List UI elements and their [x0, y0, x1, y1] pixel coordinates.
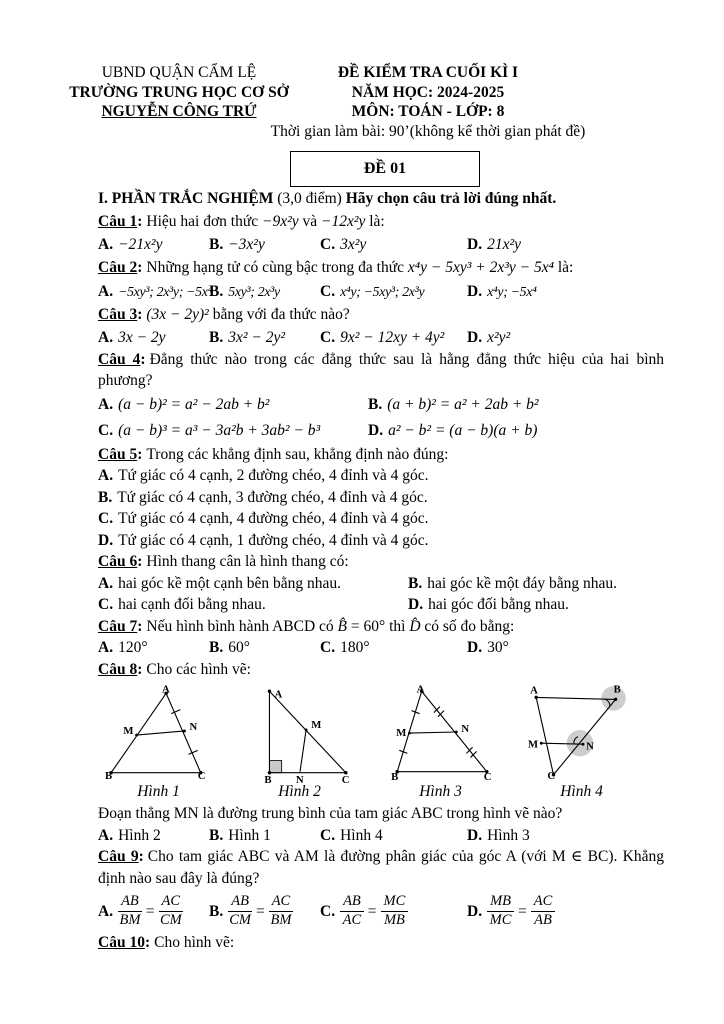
fig4-point-n: N [585, 740, 594, 753]
fig2-point-n: N [295, 773, 304, 786]
figure-1 [88, 685, 229, 801]
exam-code-box: ĐỀ 01 [290, 151, 480, 187]
fig2-point-m: M [310, 718, 321, 731]
q6-text: Câu 6: Hình thang cân là hình thang có: [98, 553, 349, 570]
q5-option-b: B. Tứ giác có 4 cạnh, 3 đường chéo, 4 đỉnh và 4 góc. [98, 488, 428, 506]
q3-label: Câu 3 [98, 305, 138, 323]
q4-option-a: A. (a − b)² = a² − 2ab + b² [98, 395, 270, 413]
q2-label: Câu 2 [98, 258, 138, 276]
figure-4-caption: Hình 4 [560, 783, 603, 800]
q9-option-c: C. $\frac{AB}{AC}$ = $\frac{MC}{MB}$ [320, 894, 467, 929]
fig2-vertex-a: A [274, 688, 282, 701]
q8-text: Câu 8: Cho các hình vẽ: [98, 660, 251, 678]
figure-1-triangle-svg [103, 683, 215, 782]
section1-heading [98, 188, 664, 210]
q3-option-a: A. 3x − 2y [98, 328, 166, 346]
q1-option-a: A. −21x²y [98, 235, 163, 253]
q6-option-d: D. hai góc đối bằng nhau. [408, 596, 569, 613]
figure-2-triangle-svg [244, 685, 356, 786]
q8-subquestion: Đoạn thẳng MN là đường trung bình của tam giác ABC trong hình vẽ nào? [98, 805, 563, 822]
section1-title: I. PHẦN TRẮC NGHIỆM [98, 190, 274, 207]
q2-option-b: B. 5xy³; 2x³y [209, 282, 280, 300]
exam-title-block [260, 63, 596, 141]
figure-1-caption: Hình 1 [137, 783, 180, 800]
q1-formula-1: −9x²y [261, 212, 299, 230]
q6-option-c: C. hai cạnh đối bằng nhau. [98, 596, 266, 613]
q7-text: Câu 7: Nếu hình bình hành ABCD có B̂ = 60° thì D̂ có số đo bằng: [98, 617, 515, 635]
fig1-vertex-a: A [161, 683, 170, 696]
q8-option-b: B. Hình 1 [209, 826, 271, 844]
q8-options [98, 825, 664, 847]
q1-text: Câu 1: Hiệu hai đơn thức −9x²y và −12x²y là: [98, 212, 385, 230]
q10-label: Câu 10 [98, 933, 145, 951]
exam-time-note: Thời gian làm bài: 90’(không kể thời gian phát đề) [270, 122, 586, 140]
q2-text: Câu 2: Những hạng tử có cùng bậc trong đa thức x⁴y − 5xy³ + 2x³y − 5x⁴ là: [98, 258, 574, 276]
q7-option-c: C. 180° [320, 639, 370, 656]
q9-option-d: D. $\frac{MB}{MC}$ = $\frac{AC}{AB}$ [467, 894, 664, 929]
q7-option-d: D. 30° [467, 639, 509, 656]
q8-label: Câu 8 [98, 660, 138, 678]
q1-option-b: B. −3x²y [209, 235, 265, 253]
q2-option-c: C. x⁴y; −5xy³; 2x³y [320, 282, 425, 300]
fig3-vertex-b: B [390, 770, 398, 783]
fig4-point-m: M [527, 738, 538, 751]
q4-options-row1 [98, 392, 664, 418]
fig1-vertex-b: B [104, 769, 112, 782]
q1-option-d: D. 21x²y [467, 235, 521, 253]
q2-option-d: D. x⁴y; −5x⁴ [467, 282, 537, 300]
q8-option-a: A. Hình 2 [98, 826, 161, 844]
q6-options-row1 [98, 573, 664, 595]
figure-2 [229, 685, 370, 801]
q5-label: Câu 5 [98, 445, 138, 463]
q9-options [98, 894, 664, 929]
fig2-vertex-c: C [341, 773, 349, 786]
q7-angle-b: B̂ [337, 617, 347, 635]
fig2-vertex-b: B [263, 773, 272, 786]
fig1-point-m: M [122, 725, 133, 738]
figure-3-caption: Hình 3 [419, 783, 462, 800]
org-school-name: NGUYỄN CÔNG TRỨ [101, 103, 257, 120]
section1-instruction: Hãy chọn câu trả lời đúng nhất. [345, 190, 557, 207]
q5-option-d: D. Tứ giác có 4 cạnh, 1 đường chéo, 4 đỉnh và 4 góc. [98, 531, 429, 549]
q4-options-row2 [98, 418, 664, 444]
q7-option-a: A. 120° [98, 639, 148, 656]
figure-3 [370, 685, 511, 801]
fig3-vertex-a: A [416, 683, 424, 696]
figure-4 [511, 685, 652, 801]
q4-option-b: B. (a + b)² = a² + 2ab + b² [368, 395, 539, 413]
q4-label: Câu 4 [98, 350, 141, 368]
fig1-point-n: N [189, 720, 197, 733]
q7-angle-d: D̂ [409, 617, 421, 635]
issuing-org-block [66, 63, 292, 122]
section1-points: (3,0 điểm) [273, 190, 346, 207]
q5-option-a: A. Tứ giác có 4 cạnh, 2 đường chéo, 4 đỉnh và 4 góc. [98, 467, 429, 484]
q1-options [98, 233, 664, 256]
figure-2-caption: Hình 2 [278, 783, 321, 800]
q6-options-row2 [98, 594, 664, 616]
exam-subject-grade: MÔN: TOÁN - LỚP: 8 [351, 103, 505, 120]
org-district: UBND QUẬN CẨM LỆ [101, 64, 257, 81]
q9-option-a: A. $\frac{AB}{BM}$ = $\frac{AC}{CM}$ [98, 893, 182, 928]
q9-option-b: B. $\frac{AB}{CM}$ = $\frac{AC}{BM}$ [209, 893, 292, 928]
q5-text: Câu 5: Trong các khẳng định sau, khẳng định nào đúng: [98, 445, 449, 463]
q6-label: Câu 6 [98, 553, 138, 570]
fig1-vertex-c: C [197, 769, 205, 782]
q4-text: Câu 4: Đẳng thức nào trong các đẳng thức sau là hằng đẳng thức hiệu của hai bình phương? [98, 350, 664, 389]
figure-3-triangle-svg [385, 683, 497, 783]
q9-text: Câu 9: Cho tam giác ABC và AM là đường phân giác của góc A (với M ∈ BC). Khẳng định nào sau đây là đúng? [98, 848, 664, 887]
exam-body [98, 188, 664, 953]
q3-formula: (3x − 2y)² [146, 305, 209, 323]
q2-formula: x⁴y − 5xy³ + 2x³y − 5x⁴ [407, 258, 554, 276]
q5-option-c: C. Tứ giác có 4 cạnh, 4 đường chéo, 4 đỉnh và 4 góc. [98, 510, 429, 527]
q1-label: Câu 1 [98, 212, 138, 230]
q10-text: Câu 10: Cho hình vẽ: [98, 933, 235, 951]
q3-option-d: D. x²y² [467, 328, 511, 346]
q4-option-c: C. (a − b)³ = a³ − 3a²b + 3ab² − b³ [98, 421, 321, 439]
q2-options [98, 280, 664, 303]
q3-options [98, 326, 664, 349]
q8-figures [88, 685, 664, 801]
q9-label: Câu 9 [98, 848, 139, 865]
q8-option-d: D. Hình 3 [467, 826, 530, 844]
fig4-vertex-b: B [613, 683, 621, 696]
exam-title: ĐỀ KIỂM TRA CUỐI KÌ I [337, 64, 519, 81]
fig3-point-m: M [395, 727, 406, 740]
figure-4-triangle-svg [526, 683, 638, 782]
q8-option-c: C. Hình 4 [320, 826, 383, 844]
q1-formula-2: −12x²y [321, 212, 366, 230]
fig3-point-n: N [460, 723, 469, 735]
q7-options [98, 637, 664, 659]
q3-option-c: C. 9x² − 12xy + 4y² [320, 328, 445, 346]
q2-option-a: A. −5xy³; 2x³y; −5x⁴ [98, 282, 213, 300]
q4-option-d: D. a² − b² = (a − b)(a + b) [368, 421, 538, 439]
q7-label: Câu 7 [98, 617, 138, 635]
q3-text: Câu 3: (3x − 2y)² bằng với đa thức nào? [98, 305, 350, 323]
q6-option-a: A. hai góc kề một cạnh bên bằng nhau. [98, 574, 342, 592]
fig4-vertex-c: C [546, 769, 555, 782]
exam-school-year: NĂM HỌC: 2024-2025 [351, 83, 505, 101]
q7-option-b: B. 60° [209, 639, 250, 656]
fig3-vertex-c: C [483, 770, 491, 783]
q3-option-b: B. 3x² − 2y² [209, 328, 285, 346]
q6-option-b: B. hai góc kề một đáy bằng nhau. [408, 574, 618, 592]
fig4-vertex-a: A [529, 684, 538, 697]
q1-option-c: C. 3x²y [320, 235, 367, 253]
org-school-type: TRƯỜNG TRUNG HỌC CƠ SỞ [69, 83, 289, 101]
